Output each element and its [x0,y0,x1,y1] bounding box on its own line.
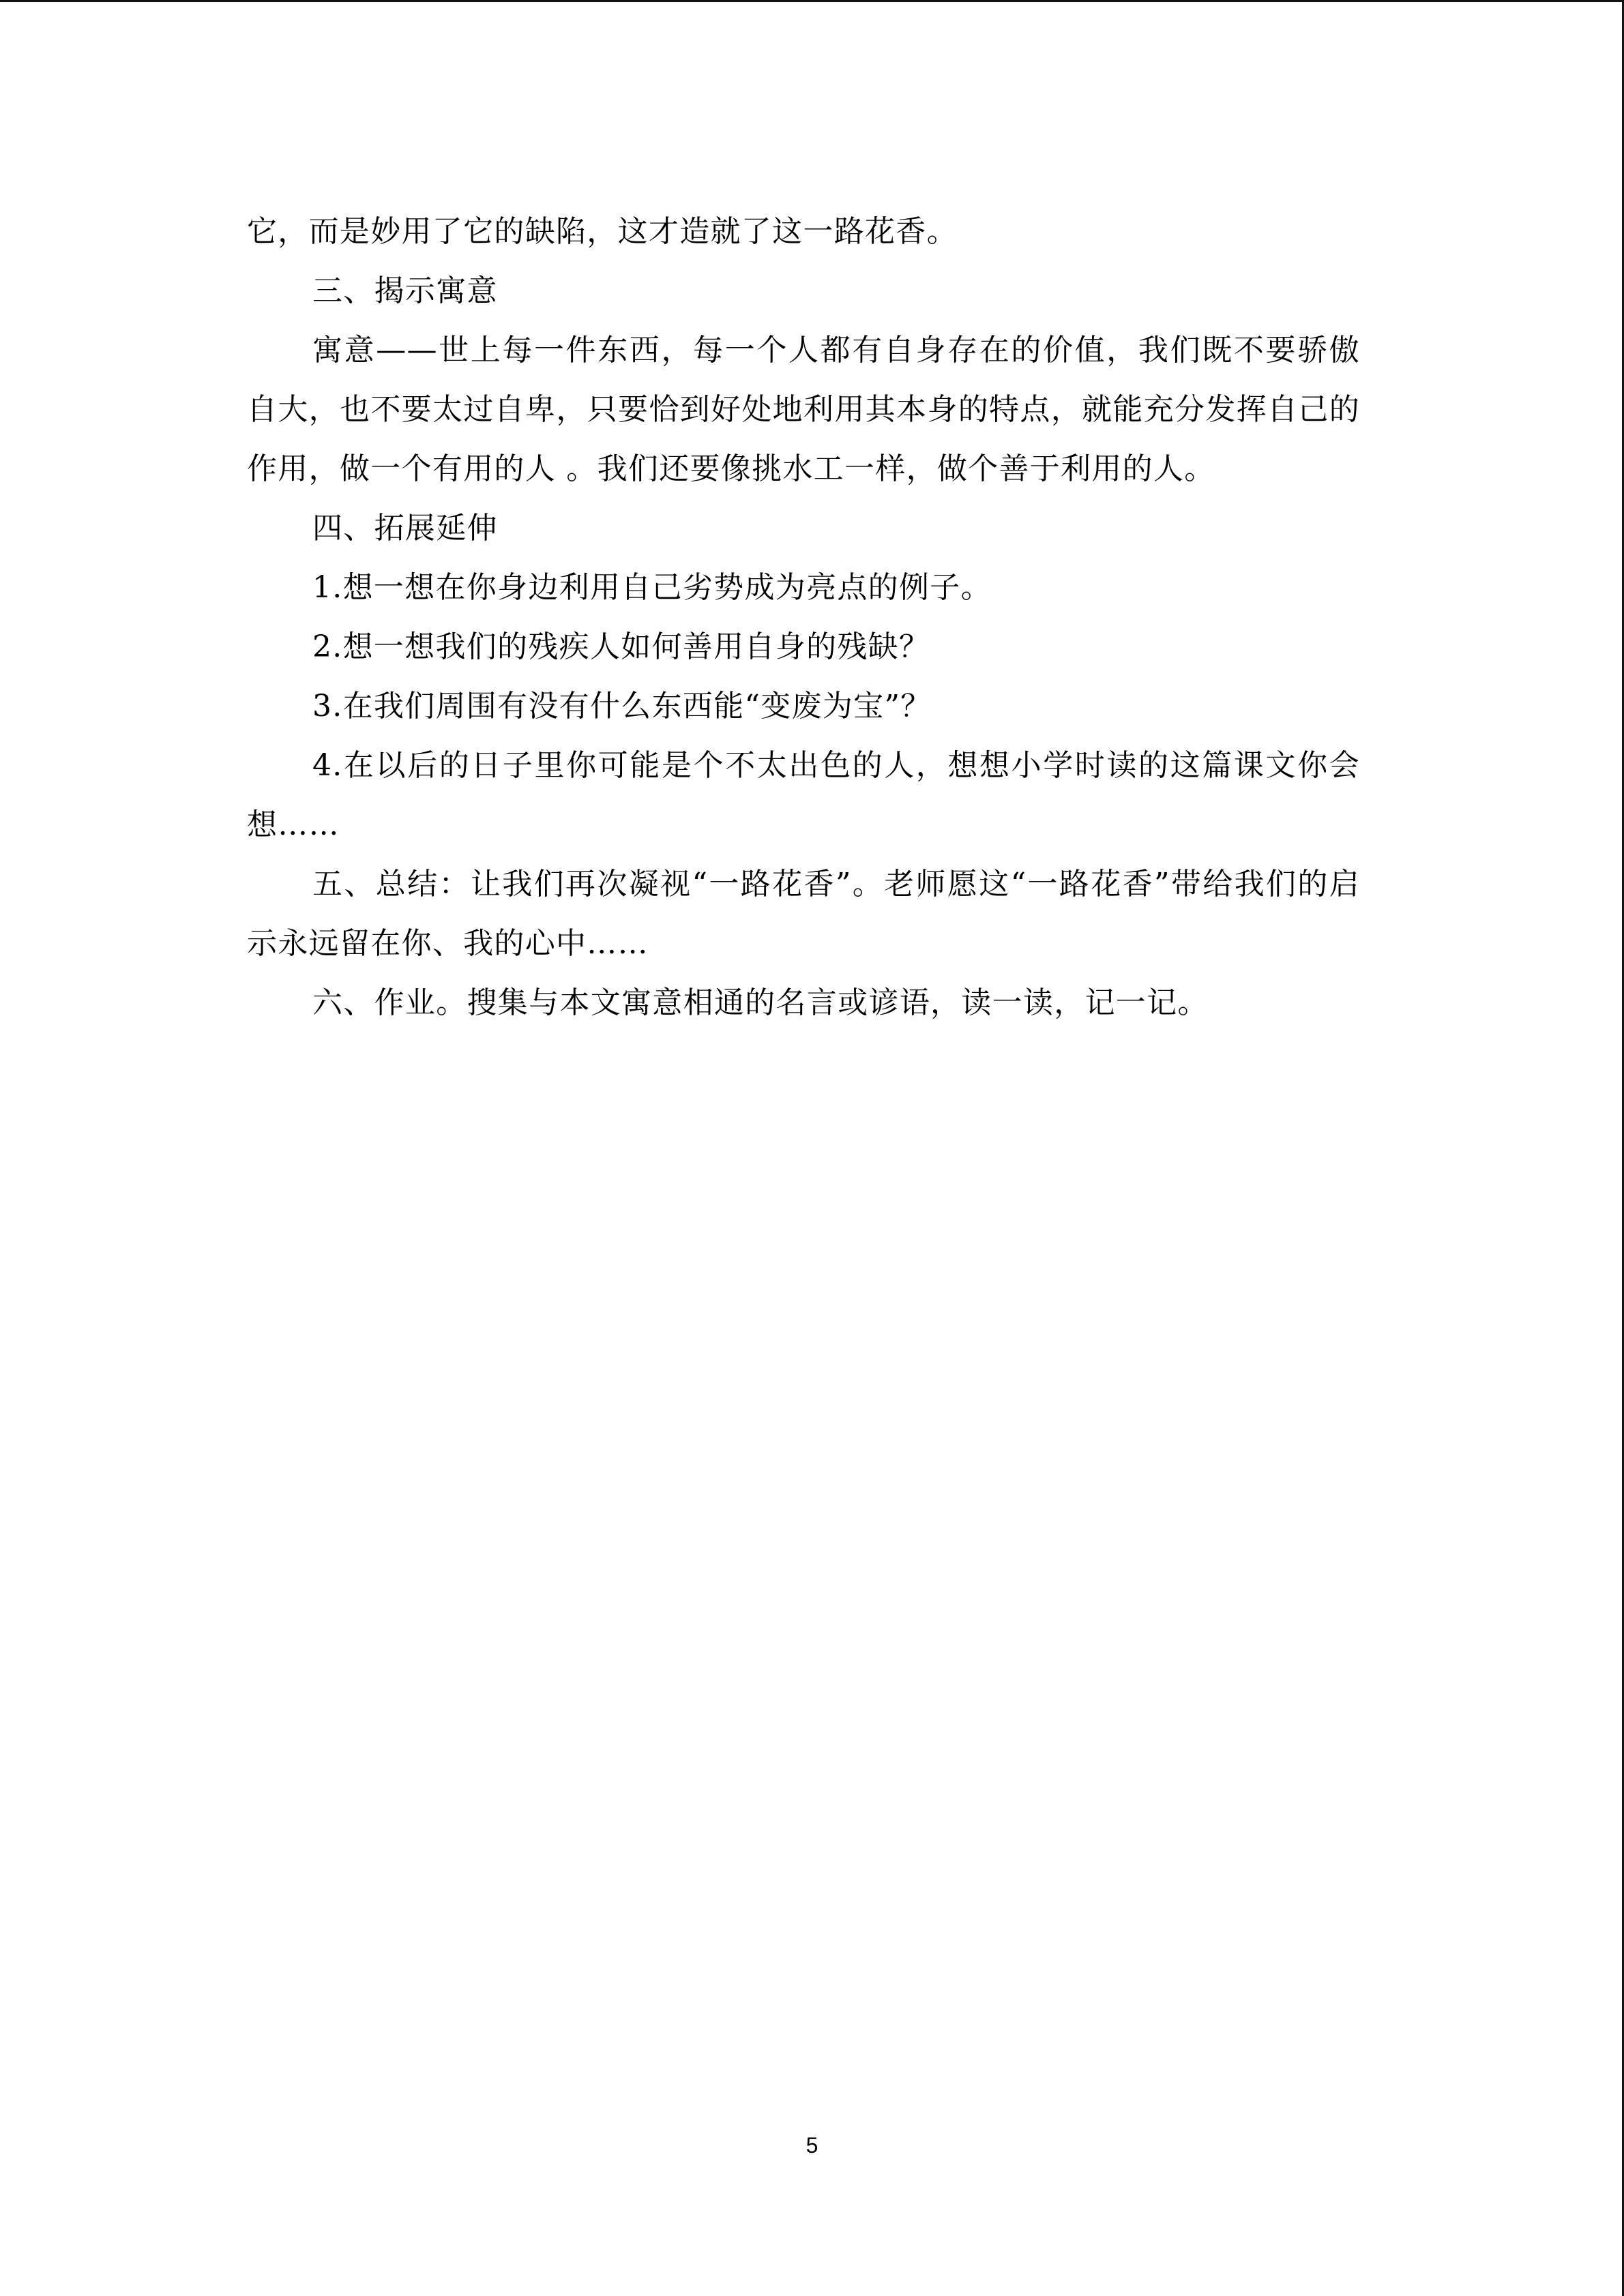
list-item-1: 1.想一想在你身边利用自己劣势成为亮点的例子。 [312,570,992,605]
list-item-2: 2.想一想我们的残疾人如何善用自身的残缺？ [312,629,930,664]
page-number: 5 [806,2133,818,2158]
document-body [247,202,1360,1032]
section-heading-extension: 四、拓展延伸 [312,511,498,546]
paragraph-moral: 寓意——世上每一件东西，每一个人都有自身存在的价值，我们既不要骄傲自大，也不要太过自卑，只要恰到好处地利用其本身的特点，就能充分发挥自己的作用，做一个有用的人 。我们还要像挑水工一样，做个善于利用的人。 [247,333,1360,486]
section-heading-reveal-moral: 三、揭示寓意 [312,273,498,308]
section-summary: 五、总结：让我们再次凝视“一路花香”。老师愿这“一路花香”带给我们的启示永远留在你、我的心中…… [247,867,1360,961]
list-item-4: 4.在以后的日子里你可能是个不太出色的人，想想小学时读的这篇课文你会想…… [247,748,1360,842]
page-edge-top [0,0,1624,2]
list-item-3: 3.在我们周围有没有什么东西能“变废为宝”？ [312,689,932,724]
section-homework: 六、作业。搜集与本文寓意相通的名言或谚语，读一读，记一记。 [312,985,1209,1020]
paragraph-continuation: 它，而是妙用了它的缺陷，这才造就了这一路花香。 [247,214,958,249]
